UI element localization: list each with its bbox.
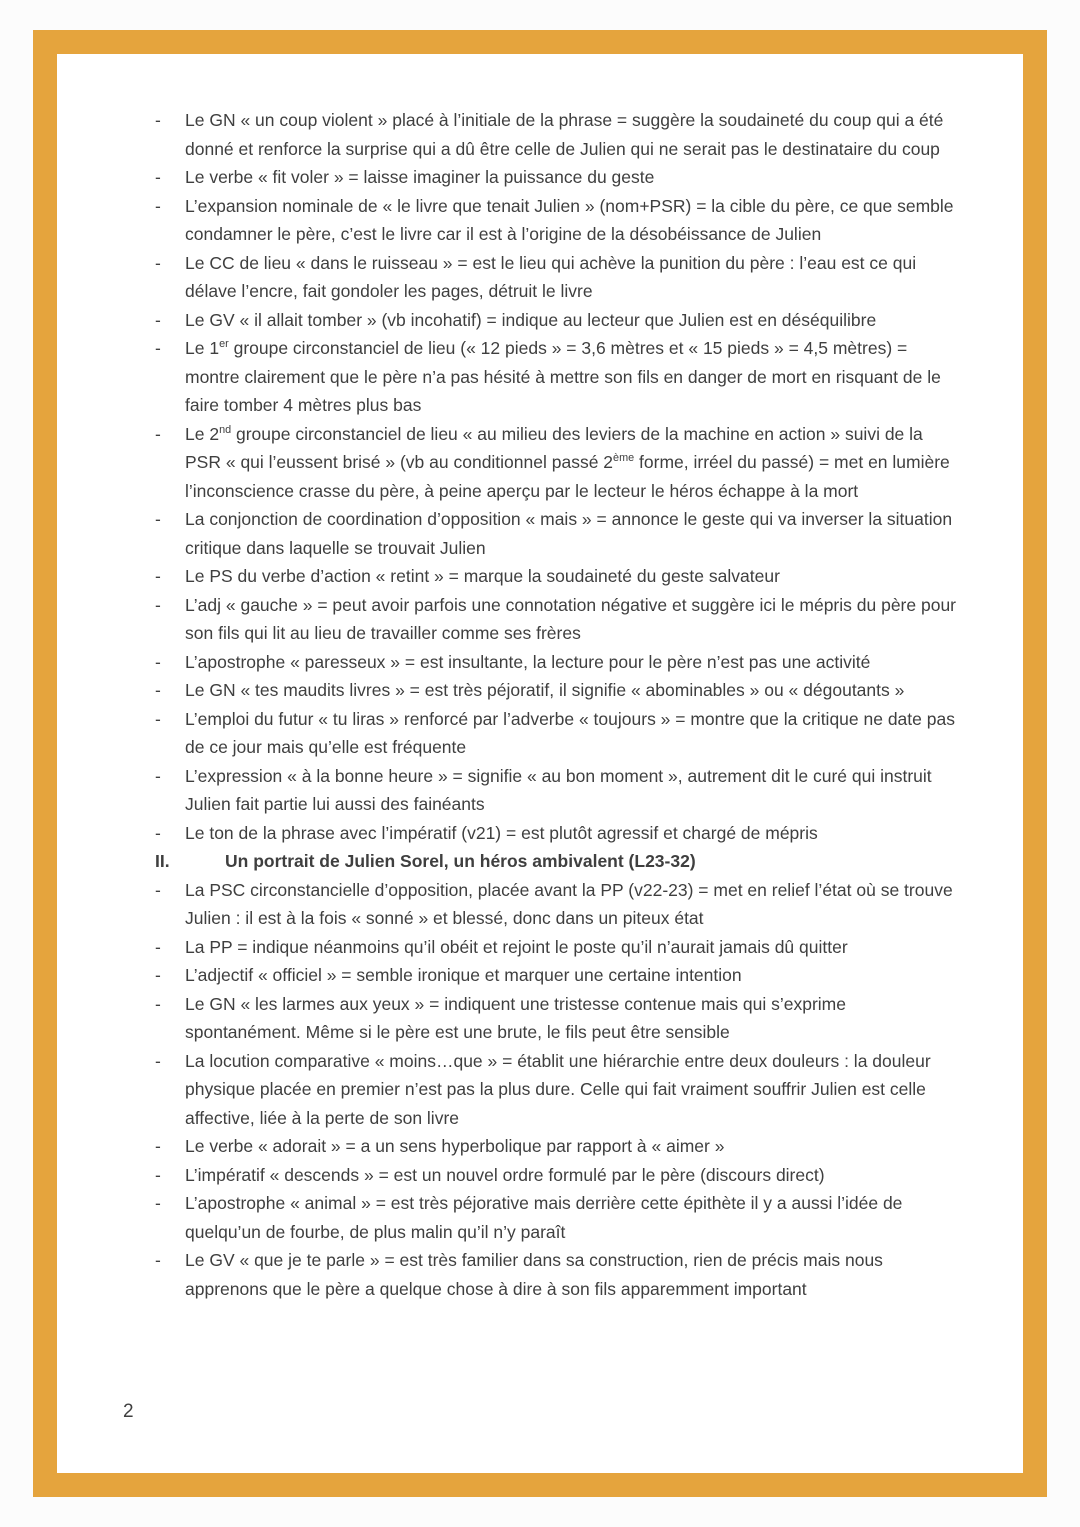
item-text: Le GN « les larmes aux yeux » = indiquent une tristesse contenue mais qui s’exprime spontanément. Même si le père est une brute, le fils peut être sensible <box>185 993 846 1042</box>
item-text: Le verbe « adorait » = a un sens hyperbolique par rapport à « aimer » <box>185 1136 725 1156</box>
section-numeral: II. <box>155 851 170 871</box>
item-text-segment: Le 1 <box>185 338 220 358</box>
page-number: 2 <box>123 1401 134 1422</box>
analysis-list-2 <box>155 876 957 1304</box>
list-item <box>155 1189 957 1246</box>
list-item <box>155 591 957 648</box>
list-item <box>155 505 957 562</box>
dash-marker: - <box>155 822 161 843</box>
dash-marker: - <box>155 110 161 130</box>
item-text-segment: groupe circonstanciel de lieu (« 12 pieds » = 3,6 mètres et « 15 pieds » = 4,5 mètres) = montre clairement que le père n’a pas hésité à mettre son fils en danger de mort en risquant de le faire tomber 4 mètres plus bas <box>185 338 941 415</box>
item-text: Le GV « que je te parle » = est très familier dans sa construction, rien de précis mais nous apprenons que le père a quelque chose à dire à son fils apparemment important <box>185 1250 883 1299</box>
list-item <box>155 163 957 192</box>
list-item <box>155 819 957 848</box>
list-item <box>155 1161 957 1190</box>
item-text: L’expression « à la bonne heure » = signifie « au bon moment », autrement dit le curé qui instruit Julien fait partie lui aussi des fainéants <box>185 765 932 814</box>
list-item <box>155 420 957 506</box>
item-text: Le GN « un coup violent » placé à l’initiale de la phrase = suggère la soudaineté du coup qui a été donné et renforce la surprise qui a dû être celle de Julien qui ne serait pas le destinataire du coup <box>185 110 944 159</box>
item-text: La PP = indique néanmoins qu’il obéit et rejoint le poste qu’il n’aurait jamais dû quitter <box>185 936 848 957</box>
dash-marker: - <box>155 594 161 615</box>
list-item <box>155 762 957 819</box>
item-text-segment: Le 2 <box>185 423 220 444</box>
dash-marker: - <box>155 936 161 957</box>
item-text <box>185 334 957 420</box>
dash-marker: - <box>155 680 161 700</box>
list-item <box>155 106 957 163</box>
dash-marker: - <box>155 765 161 786</box>
item-text-segment: groupe circonstanciel de lieu « au milieu des leviers de la machine en action » suivi de la PSR « qui l’eussent brisé » (vb au conditionnel passé 2 <box>185 423 923 472</box>
item-text: Le ton de la phrase avec l’impératif (v21) = est plutôt agressif et chargé de mépris <box>185 822 818 843</box>
page-body <box>57 54 1023 1473</box>
list-item <box>155 249 957 306</box>
list-item <box>155 334 957 420</box>
dash-marker: - <box>155 1136 161 1156</box>
section-title: Un portrait de Julien Sorel, un héros ambivalent (L23-32) <box>225 851 696 871</box>
list-item <box>155 1132 957 1161</box>
list-item <box>155 705 957 762</box>
dash-marker: - <box>155 1250 161 1270</box>
list-item <box>155 192 957 249</box>
item-text: L’adjectif « officiel » = semble ironique et marquer une certaine intention <box>185 965 742 985</box>
item-text: Le CC de lieu « dans le ruisseau » = est le lieu qui achève la punition du père : l’eau est ce qui délave l’encre, fait gondoler les pages, détruit le livre <box>185 252 917 301</box>
page-frame <box>33 30 1047 1497</box>
list-item <box>155 1047 957 1133</box>
dash-marker: - <box>155 1164 161 1185</box>
item-text: La PSC circonstancielle d’opposition, placée avant la PP (v22-23) = met en relief l’état où se trouve Julien : il est à la fois « sonné » et blessé, donc dans un piteux état <box>185 879 953 928</box>
dash-marker: - <box>155 708 161 729</box>
dash-marker: - <box>155 993 161 1014</box>
list-item <box>155 648 957 677</box>
dash-marker: - <box>155 252 161 273</box>
dash-marker: - <box>155 1193 161 1213</box>
ordinal-superscript: nd <box>219 423 232 436</box>
item-text: L’apostrophe « paresseux » = est insultante, la lecture pour le père n’est pas une activité <box>185 651 871 672</box>
item-text: Le GN « tes maudits livres » = est très péjoratif, il signifie « abominables » ou « dégoutants » <box>185 680 905 700</box>
dash-marker: - <box>155 423 161 444</box>
dash-marker: - <box>155 651 161 672</box>
item-text-segment: forme, irréel du passé) = met en lumière l’inconscience crasse du père, à peine aperçu par le lecteur le héros échappe à la mort <box>185 452 950 501</box>
item-text: L’impératif « descends » = est un nouvel ordre formulé par le père (discours direct) <box>185 1164 825 1185</box>
list-item <box>155 990 957 1047</box>
dash-marker: - <box>155 167 161 187</box>
list-item <box>155 562 957 591</box>
list-item <box>155 676 957 705</box>
ordinal-superscript: ème <box>613 452 635 465</box>
item-text <box>185 420 957 506</box>
dash-marker: - <box>155 195 161 216</box>
item-text: L’expansion nominale de « le livre que tenait Julien » (nom+PSR) = la cible du père, ce que semble condamner le père, c’est le livre car il est à l’origine de la désobéissance de Julien <box>185 195 954 244</box>
item-text: La locution comparative « moins…que » = établit une hiérarchie entre deux douleurs : la douleur physique placée en premier n’est pas la plus dure. Celle qui fait vraiment souffrir Julien est celle affective, liée à la perte de son livre <box>185 1050 931 1128</box>
dash-marker: - <box>155 1050 161 1071</box>
dash-marker: - <box>155 965 161 985</box>
list-item <box>155 961 957 990</box>
item-text: Le GV « il allait tomber » (vb incohatif) = indique au lecteur que Julien est en déséquilibre <box>185 309 877 330</box>
list-item <box>155 933 957 962</box>
item-text: L’emploi du futur « tu liras » renforcé par l’adverbe « toujours » = montre que la critique ne date pas de ce jour mais qu’elle est fréquente <box>185 708 955 757</box>
dash-marker: - <box>155 309 161 330</box>
list-item <box>155 306 957 335</box>
item-text: Le PS du verbe d’action « retint » = marque la soudaineté du geste salvateur <box>185 566 780 586</box>
list-item <box>155 1246 957 1303</box>
section-heading <box>155 847 957 876</box>
ordinal-superscript: er <box>219 338 229 351</box>
analysis-list-1 <box>155 106 957 847</box>
item-text: L’apostrophe « animal » = est très péjorative mais derrière cette épithète il y a aussi l’idée de quelqu’un de fourbe, de plus malin qu’il n’y paraît <box>185 1193 903 1242</box>
dash-marker: - <box>155 879 161 900</box>
item-text: L’adj « gauche » = peut avoir parfois une connotation négative et suggère ici le mépris du père pour son fils qui lit au lieu de travailler comme ses frères <box>185 594 956 643</box>
item-text: La conjonction de coordination d’opposition « mais » = annonce le geste qui va inverser la situation critique dans laquelle se trouvait Julien <box>185 509 953 558</box>
list-item <box>155 876 957 933</box>
dash-marker: - <box>155 509 161 529</box>
dash-marker: - <box>155 566 161 586</box>
dash-marker: - <box>155 338 161 358</box>
item-text: Le verbe « fit voler » = laisse imaginer la puissance du geste <box>185 167 655 187</box>
